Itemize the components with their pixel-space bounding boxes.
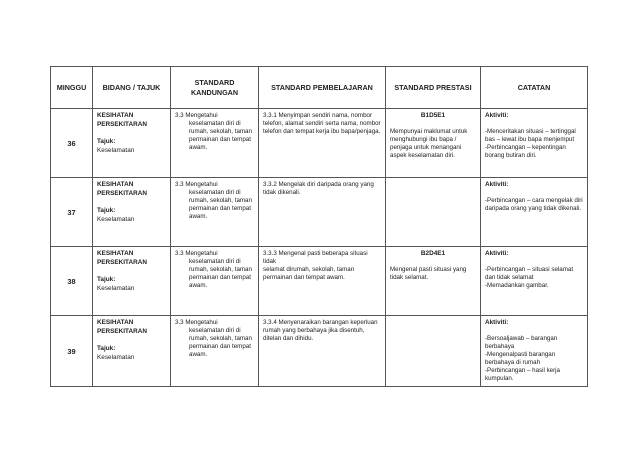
week-number: 37 [67, 207, 76, 217]
sk-description: keselamatan diri di rumah, sekolah, taman permainan dan tempat awam. [189, 120, 252, 152]
standard-kandungan-cell [171, 316, 259, 387]
sk-code-line: 3.3 Mengetahui [175, 319, 218, 326]
sk-description: keselamatan diri di rumah, sekolah, taman permainan dan tempat awam. [189, 189, 252, 221]
week-number-cell [51, 178, 93, 247]
catatan-heading: Aktiviti: [485, 112, 509, 119]
catatan-heading: Aktiviti: [485, 181, 509, 188]
standard-prestasi-cell [386, 178, 481, 247]
sk-code-line: 3.3 Mengetahui [175, 250, 218, 257]
header-catatan: CATATAN [481, 67, 588, 109]
catatan-heading: Aktiviti: [485, 319, 509, 326]
table-row [51, 247, 588, 316]
catatan-text: -Perbincangan – situasi selamat dan tidak selamat -Memadankan gambar. [485, 266, 574, 290]
week-number-cell [51, 316, 93, 387]
header-minggu: MINGGU [51, 67, 93, 109]
header-standard-prestasi: STANDARD PRESTASI [386, 67, 481, 109]
tajuk-value: Keselamatan [97, 284, 135, 292]
header-standard-kandungan [171, 67, 259, 109]
prestasi-text: Mengenal pasti situasi yang tidak selamat. [390, 266, 467, 282]
catatan-cell [481, 109, 588, 178]
standard-prestasi-cell [386, 109, 481, 178]
standard-pembelajaran-cell [259, 316, 386, 387]
header-row [51, 67, 588, 109]
sp-text: 3.3.2 Mengelak diri daripada orang yang tidak dikenali. [263, 181, 374, 197]
header-sk-line2: KANDUNGAN [190, 87, 239, 97]
tajuk-value: Keselamatan [97, 146, 135, 154]
tajuk-label: Tajuk: [97, 276, 116, 284]
catatan-text: -Bersoaljawab – barangan berbahaya -Mengenalpasti barangan berbahaya di rumah -Perbincangan – hasil kerja kumpulan. [485, 335, 560, 383]
table-row [51, 178, 588, 247]
tajuk-label: Tajuk: [97, 345, 116, 353]
standard-prestasi-cell [386, 247, 481, 316]
bidang-cell [93, 316, 171, 387]
standard-prestasi-cell [386, 316, 481, 387]
prestasi-code: B1D5E1 [420, 112, 446, 119]
sp-text: 3.3.3 Mengenal pasti beberapa situasi tidak selamat dirumah, sekolah, taman permainan dan tempat awam. [263, 250, 368, 282]
bidang-title: KESIHATAN PERSEKITARAN [97, 181, 147, 197]
header-standard-pembelajaran: STANDARD PEMBELAJARAN [259, 67, 386, 109]
prestasi-code: B2D4E1 [420, 250, 446, 257]
week-number: 38 [67, 276, 76, 286]
catatan-text: -Menceritakan situasi – tertinggal bas – lewat ibu bapa menjemput -Perbincangan – kepentingan borang butiran diri. [485, 128, 576, 160]
week-number-cell [51, 247, 93, 316]
bidang-cell [93, 109, 171, 178]
catatan-heading: Aktiviti: [485, 250, 509, 257]
standard-pembelajaran-cell [259, 178, 386, 247]
bidang-title: KESIHATAN PERSEKITARAN [97, 112, 147, 128]
tajuk-label: Tajuk: [97, 138, 116, 146]
standard-pembelajaran-cell [259, 109, 386, 178]
bidang-cell [93, 247, 171, 316]
catatan-cell [481, 247, 588, 316]
tajuk-label: Tajuk: [97, 207, 116, 215]
tajuk-value: Keselamatan [97, 215, 135, 223]
sk-code-line: 3.3 Mengetahui [175, 181, 218, 188]
header-sk-line1: STANDARD [194, 77, 235, 87]
standard-kandungan-cell [171, 178, 259, 247]
bidang-cell [93, 178, 171, 247]
standard-kandungan-cell [171, 109, 259, 178]
lesson-plan-table [50, 66, 588, 387]
tajuk-value: Keselamatan [97, 353, 135, 361]
catatan-cell [481, 178, 588, 247]
prestasi-text: Mempunyai maklumat untuk menghubungi ibu bapa / penjaga untuk menangani aspek keselamatan diri. [390, 128, 468, 160]
week-number: 39 [67, 346, 76, 356]
standard-pembelajaran-cell [259, 247, 386, 316]
table-row [51, 109, 588, 178]
catatan-text: -Perbincangan – cara mengelak diri daripada orang yang tidak dikenali. [485, 197, 583, 213]
sp-text: 3.3.1 Menyimpan sendiri nama, nombor telefon, alamat sendiri serta nama, nombor telefon dan tempat kerja ibu bapa/penjaga. [263, 112, 381, 136]
catatan-cell [481, 316, 588, 387]
table-row [51, 316, 588, 387]
bidang-title: KESIHATAN PERSEKITARAN [97, 250, 147, 266]
sk-description: keselamatan diri di rumah, sekolah, taman permainan dan tempat awam. [189, 327, 252, 359]
header-bidang: BIDANG / TAJUK [93, 67, 171, 109]
week-number: 36 [67, 138, 76, 148]
week-number-cell [51, 109, 93, 178]
sp-text: 3.3.4 Menyenaraikan barangan keperluan rumah yang berbahaya jika disentuh, ditelan dan dihidu. [263, 319, 378, 343]
bidang-title: KESIHATAN PERSEKITARAN [97, 319, 147, 335]
sk-description: keselamatan diri di rumah, sekolah, taman permainan dan tempat awam. [189, 258, 252, 290]
sk-code-line: 3.3 Mengetahui [175, 112, 218, 119]
standard-kandungan-cell [171, 247, 259, 316]
